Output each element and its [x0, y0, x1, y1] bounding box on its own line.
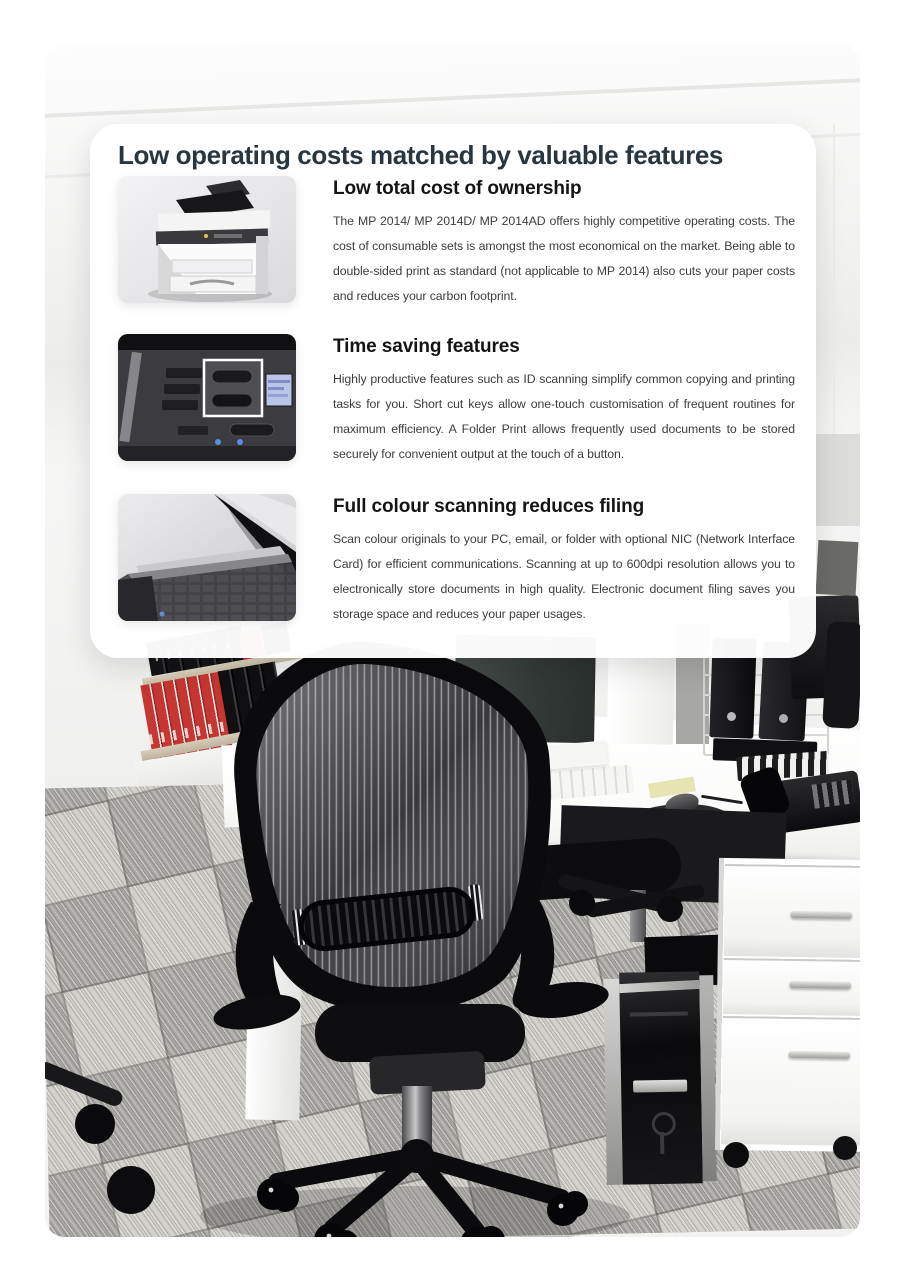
- binder-eyelet: [727, 712, 736, 721]
- drawer-handle: [788, 1051, 850, 1059]
- section-heading: Time saving features: [333, 336, 520, 357]
- feature-text: [333, 334, 795, 467]
- feature-section-scanning: [90, 494, 816, 644]
- drawer-handle: [789, 981, 851, 989]
- section-body: Highly productive features such as ID scanning simplify common copying and printing tasks for you. Short cut keys allow one-touch customisation of frequent routines for maximum efficiency. A Folder Print allows frequently used documents to be stored securely for convenient output at the touch of a button.: [333, 372, 795, 461]
- caster-wheel: [75, 1104, 115, 1144]
- features-card: [90, 124, 816, 658]
- window-mullion: [833, 124, 835, 454]
- caster-wheel: [833, 1136, 857, 1160]
- office-chair: [165, 604, 645, 1237]
- monitor-back-grey: [816, 540, 859, 596]
- feature-text: [333, 176, 795, 309]
- caster-wheel: [723, 1142, 749, 1168]
- feature-section-time-saving: [90, 334, 816, 484]
- drawer: [721, 1016, 860, 1146]
- drawer-pedestal: [715, 858, 860, 1152]
- binder-eyelet: [779, 714, 788, 723]
- caster-wheel: [107, 1166, 155, 1214]
- office-photo: [45, 44, 860, 1237]
- tower-side: [699, 975, 717, 1181]
- glass-partition: [815, 434, 860, 526]
- drawer-handle: [790, 911, 852, 919]
- section-body: Scan colour originals to your PC, email, or folder with optional NIC (Network Interface Card) for efficient communications. Scanning at up to 600dpi resolution allows you to electronically store documents in high quality. Electronic document filing saves you storage space and reduces your paper usages.: [333, 532, 795, 621]
- feature-section-ownership: [90, 176, 816, 326]
- page-title: Low operating costs matched by valuable features: [118, 140, 723, 170]
- section-body: The MP 2014/ MP 2014D/ MP 2014AD offers highly competitive operating costs. The cost of consumable sets is amongst the most economical on the market. Being able to double-sided print as standard (not applicable to MP 2014) also cuts your paper costs and reduces your carbon footprint.: [333, 214, 795, 303]
- section-heading: Low total cost of ownership: [333, 178, 582, 199]
- caster-wheel: [657, 896, 683, 922]
- scanner-photo: [118, 494, 296, 621]
- feature-text: [333, 494, 795, 627]
- section-heading: Full colour scanning reduces filing: [333, 496, 645, 517]
- control-panel-photo: [118, 334, 296, 461]
- office-chair-far: [822, 621, 860, 729]
- tower-emblem: [660, 1132, 664, 1154]
- printer-photo: [118, 176, 296, 303]
